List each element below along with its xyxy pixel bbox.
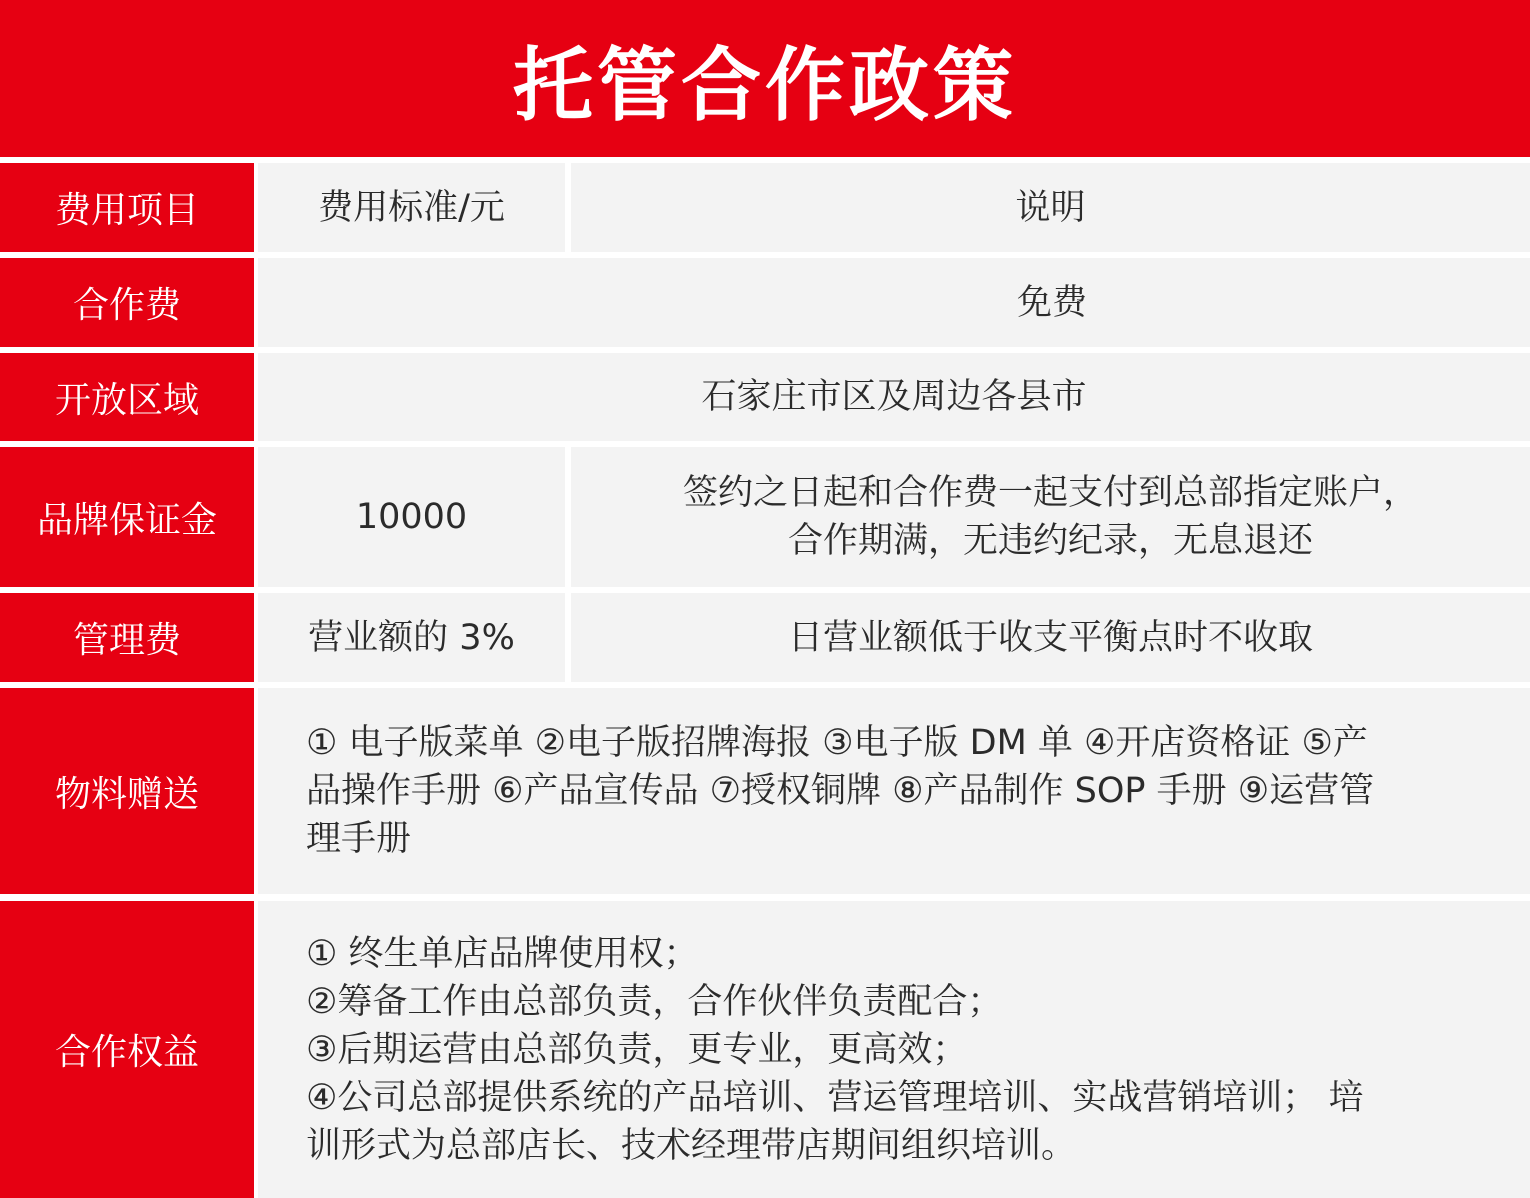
coop-fee-cell — [258, 258, 1530, 347]
row-label-management: 管理费 — [0, 593, 254, 682]
materials-line: 理手册 — [306, 819, 412, 859]
table-row — [0, 901, 1530, 1198]
materials-line: 品操作手册 ⑥产品宣传品 ⑦授权铜牌 ⑧产品制作 SOP 手册 ⑨运营管 — [306, 771, 1375, 811]
title-banner — [0, 0, 1530, 157]
rights-line: 训形式为总部店长、技术经理带店期间组织培训。 — [306, 1125, 1077, 1166]
coop-fee-value: 免费 — [1016, 282, 1087, 323]
row-label-coop-fee: 合作费 — [0, 258, 254, 347]
deposit-description — [571, 447, 1530, 587]
row-label-rights: 合作权益 — [0, 901, 254, 1198]
deposit-desc-line-2: 合作期满，无违约纪录，无息退还 — [787, 521, 1313, 561]
rights-content — [258, 901, 1530, 1198]
table-row — [0, 593, 1530, 682]
row-label-deposit: 品牌保证金 — [0, 447, 254, 587]
row-label-materials: 物料赠送 — [0, 688, 254, 894]
table-row — [0, 447, 1530, 587]
header-item: 费用项目 — [0, 163, 254, 252]
header-description: 说明 — [571, 163, 1530, 252]
row-label-region: 开放区域 — [0, 353, 254, 441]
management-standard: 营业额的 3% — [258, 593, 565, 682]
table-row — [0, 258, 1530, 347]
rights-line: ②筹备工作由总部负责，合作伙伴负责配合； — [306, 981, 1003, 1022]
materials-content — [258, 688, 1530, 894]
deposit-desc-line-1: 签约之日起和合作费一起支付到总部指定账户， — [682, 473, 1418, 513]
management-description: 日营业额低于收支平衡点时不收取 — [571, 593, 1530, 682]
header-standard: 费用标准/元 — [258, 163, 565, 252]
table-header-row — [0, 163, 1530, 252]
rights-line: ① 终生单店品牌使用权； — [306, 933, 699, 974]
materials-line: ① 电子版菜单 ②电子版招牌海报 ③电子版 DM 单 ④开店资格证 ⑤产 — [306, 723, 1368, 763]
table-row — [0, 353, 1530, 441]
rights-line: ④公司总部提供系统的产品培训、营运管理培训、实战营销培训； 培 — [306, 1077, 1364, 1118]
rights-line: ③后期运营由总部负责，更专业，更高效； — [306, 1029, 968, 1070]
table-row — [0, 688, 1530, 894]
page-title: 托管合作政策 — [513, 39, 1017, 132]
deposit-standard: 10000 — [258, 447, 565, 587]
region-value: 石家庄市区及周边各县市 — [258, 353, 1530, 441]
